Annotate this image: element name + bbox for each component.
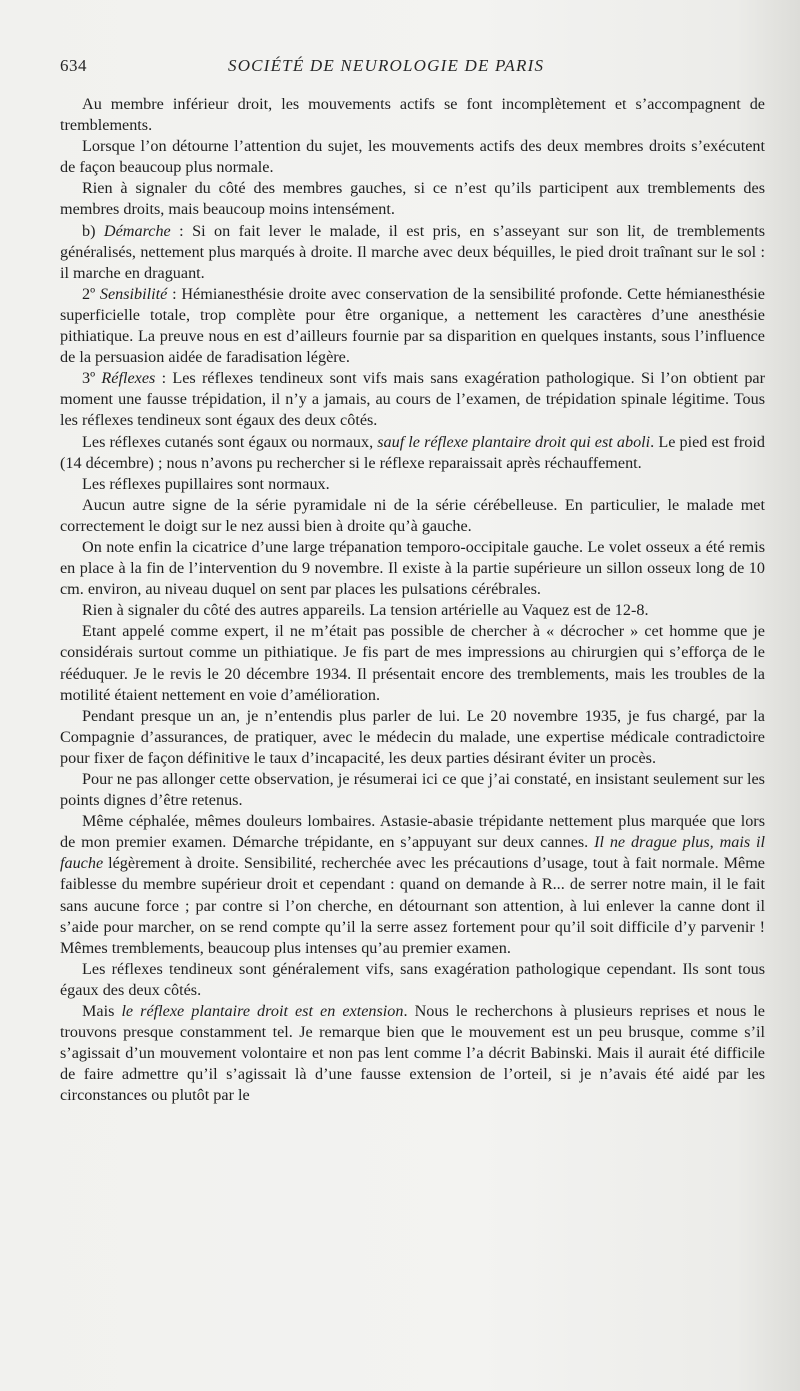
paragraph: b) Démarche : Si on fait lever le malade, il est pris, en s’asseyant sur son lit, de tremblements généralisés, nettement plus marqués à droite. Il marche avec deux béquilles, le pied droit traînant sur le sol : il marche en draguant. bbox=[60, 221, 765, 282]
emphasis: sauf le réflexe plantaire droit qui est aboli bbox=[377, 432, 651, 451]
subheading-reflexes: Réflexes bbox=[101, 369, 156, 388]
paragraph: Rien à signaler du côté des membres gauches, si ce n’est qu’ils participent aux tremblements des membres droits, mais beaucoup moins intensément. bbox=[60, 179, 765, 219]
paragraph: Même céphalée, mêmes douleurs lombaires. Astasie-abasie trépidante nettement plus marquée que lors de mon premier examen. Démarche trépidante, en s’appuyant sur deux cannes. Il ne drague plus, mais il fauche légèrement à droite. Sensibilité, recherchée avec les précautions d’usage, tout à fait normale. Même faiblesse du membre supérieur droit et cependant : quand on demande à R... de serrer notre main, il le fait sans aucune force ; par contre si l’on cherche, en détournant son attention, à lui enlever la canne dont il s’aide pour marcher, on se rend compte qu’il la serre assez fortement pour qu’il soit difficile d’y parvenir ! Mêmes tremblements, beaucoup plus intenses qu’au premier examen. bbox=[60, 812, 765, 957]
paragraph: Pour ne pas allonger cette observation, je résumerai ici ce que j’ai constaté, en insistant seulement sur les points dignes d’être retenus. bbox=[60, 770, 765, 810]
subheading-sensibilite: Sensibilité bbox=[99, 284, 168, 303]
paragraph: Pendant presque un an, je n’entendis plus parler de lui. Le 20 novembre 1935, je fus chargé, par la Compagnie d’assurances, de pratiquer, avec le médecin du malade, une expertise médicale contradictoire pour fixer de façon définitive le taux d’incapacité, les deux parties désirant éviter un procès. bbox=[60, 706, 765, 767]
page-number: 634 bbox=[60, 56, 87, 75]
paragraph: 3º Réflexes : Les réflexes tendineux sont vifs mais sans exagération pathologique. Si l’on obtient par moment une fausse trépidation, il n’y a jamais, au cours de l’examen, de trépidation spinale légitime. Tous les réflexes tendineux sont égaux des deux côtés. bbox=[60, 369, 765, 430]
subheading-demarche: Démarche bbox=[103, 221, 171, 240]
paragraph: Au membre inférieur droit, les mouvements actifs se font incomplètement et s’accompagnent de tremblements. bbox=[60, 95, 765, 135]
paragraph: On note enfin la cicatrice d’une large trépanation temporo-occipitale gauche. Le volet osseux a été remis en place à la fin de l’intervention du 9 novembre. Il existe à la partie supérieure un sillon osseux long de 10 cm. environ, au niveau duquel on sent par places les pulsations cérébrales. bbox=[60, 537, 765, 599]
paragraph: Les réflexes pupillaires sont normaux. bbox=[82, 474, 330, 493]
emphasis: Il ne drague plus, mais il fauche bbox=[60, 833, 765, 873]
paragraph: Rien à signaler du côté des autres appareils. La tension artérielle au Vaquez est de 12-8. bbox=[82, 601, 649, 620]
paragraph: Etant appelé comme expert, il ne m’était pas possible de chercher à « décrocher » cet homme que je considérais surtout comme un pithiatique. Je fis part de mes impressions au chirurgien qui s’efforça de le rééduquer. Je le revis le 20 décembre 1934. Il présentait encore des tremblements, mais les troubles de la motilité étaient nettement en voie d’amélioration. bbox=[60, 622, 765, 704]
paragraph: Lorsque l’on détourne l’attention du sujet, les mouvements actifs des deux membres droits s’exécutent de façon beaucoup plus normale. bbox=[60, 137, 765, 177]
page-header bbox=[60, 56, 765, 82]
emphasis: le réflexe plantaire droit est en extension bbox=[121, 1002, 404, 1021]
paragraph: Les réflexes tendineux sont généralement vifs, sans exagération pathologique cependant. Ils sont tous égaux des deux côtés. bbox=[60, 959, 765, 999]
paragraph: 2º Sensibilité : Hémianesthésie droite avec conservation de la sensibilité profonde. Cette hémianesthésie superficielle totale, trop complète pour être organique, a nettement les caractères d’une anesthésie pithiatique. La preuve nous en est d’ailleurs fournie par sa disparition en quelques instants, sous l’influence de la persuasion aidée de faradisation légère. bbox=[60, 284, 765, 367]
paragraph: Mais le réflexe plantaire droit est en extension. Nous le recherchons à plusieurs reprises et nous le trouvons presque constamment tel. Je remarque bien que le mouvement est un peu brusque, comme s’il s’agissait d’un mouvement volontaire et non pas lent comme l’a décrit Babinski. Mais il aurait été difficile de faire admettre qu’il s’agissait là d’une fausse extension de l’orteil, si je n’avais été aidé par les circonstances ou plutôt par le bbox=[60, 1002, 765, 1105]
paragraph: Les réflexes cutanés sont égaux ou normaux, sauf le réflexe plantaire droit qui est aboli. Le pied est froid (14 décembre) ; nous n’avons pu rechercher si le réflexe reparaissait après réchauffement. bbox=[60, 432, 765, 472]
running-title: SOCIÉTÉ DE NEUROLOGIE DE PARIS bbox=[228, 56, 545, 75]
body-text bbox=[60, 94, 765, 1107]
paragraph: Aucun autre signe de la série pyramidale ni de la série cérébelleuse. En particulier, le malade met correctement le doigt sur le nez aussi bien à droite qu’à gauche. bbox=[60, 495, 765, 535]
